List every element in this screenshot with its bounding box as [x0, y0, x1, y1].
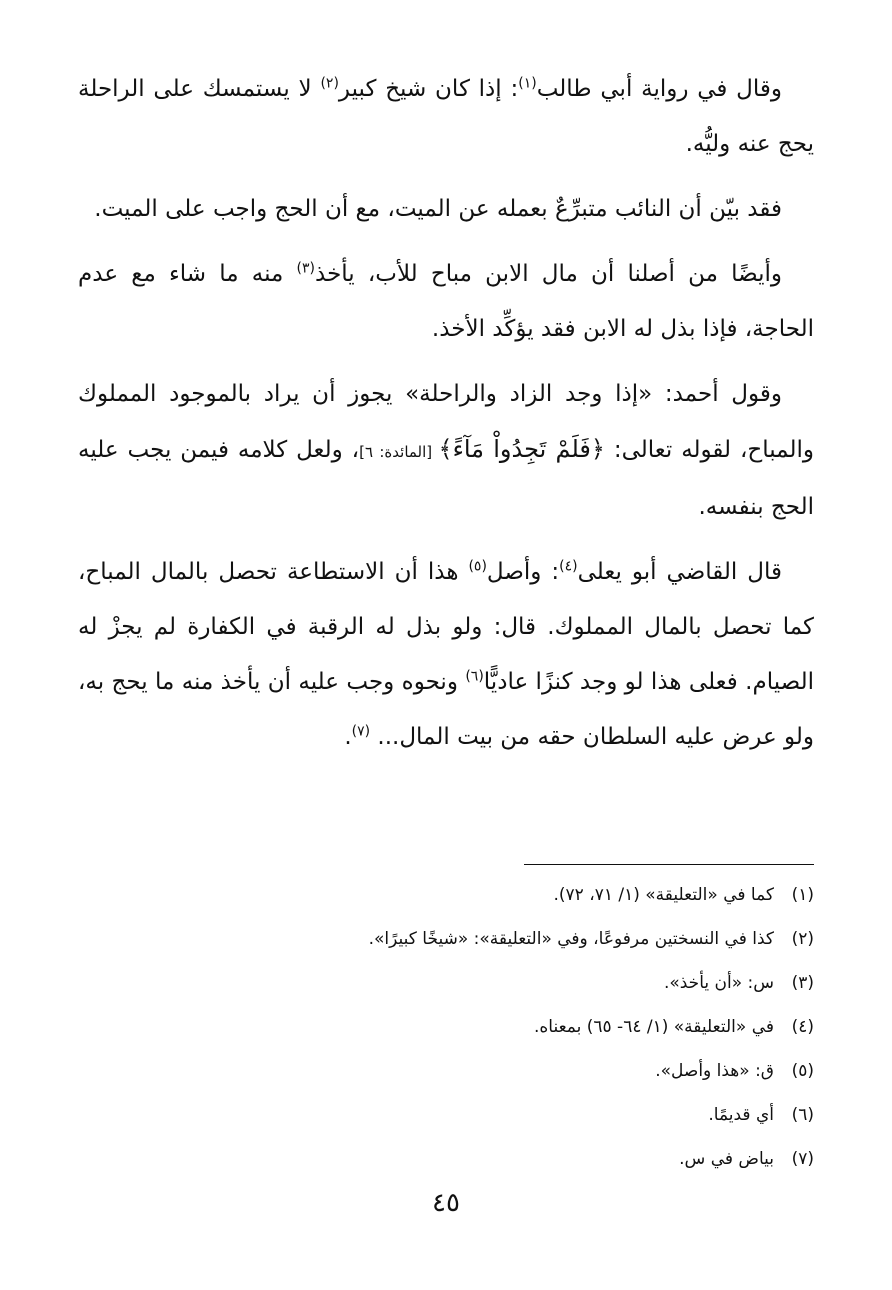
- footnotes: [78, 873, 814, 1181]
- footnote-text: كذا في النسختين مرفوعًا، وفي «التعليقة»: «شيخًا كبيرًا».: [368, 929, 774, 949]
- text-segment: وقال في رواية أبي طالب: [536, 76, 782, 102]
- footnote-ref-5[interactable]: (٥): [468, 558, 487, 575]
- footnote-ref-2[interactable]: (٢): [320, 75, 339, 92]
- paragraph-1: [78, 62, 814, 172]
- footnote-number: (٥): [791, 1061, 814, 1081]
- paragraph-2: [78, 182, 814, 237]
- text-segment: ونحوه وجب عليه أن يأخذ منه ما يحج به، ولو عرض عليه السلطان حقه من بيت المال...: [78, 669, 814, 750]
- text-segment: لا يستمسك على الراحلة يحج عنه وليُّه.: [78, 76, 814, 157]
- footnote-ref-4[interactable]: (٤): [559, 558, 578, 575]
- text-segment: منه ما شاء مع عدم الحاجة، فإذا بذل له الابن فقد يؤكِّد الأخذ.: [78, 261, 814, 342]
- text-segment: ، ولعل كلامه فيمن يجب عليه الحج بنفسه.: [78, 437, 814, 520]
- footnote-7: [78, 1137, 814, 1181]
- paragraph-5: [78, 545, 814, 765]
- footnote-ref-7[interactable]: (٧): [351, 723, 371, 740]
- verse-reference: [المائدة: ٦]: [359, 443, 439, 461]
- text-segment: هذا أن الاستطاعة تحصل بالمال المباح، كما تحصل بالمال المملوك. قال: ولو بذل له الرقبة في الكفارة لم يجزْ له الصيام. فعلى هذا لو وجد كنزًا عاديًّا: [78, 559, 814, 695]
- footnote-text: كما في «التعليقة» (١/ ٧١، ٧٢).: [553, 885, 774, 905]
- footnote-divider: [524, 864, 814, 865]
- footnote-text: في «التعليقة» (١/ ٦٤- ٦٥) بمعناه.: [533, 1017, 774, 1037]
- footnote-number: (٣): [791, 973, 814, 993]
- text-segment: : وأصل: [486, 559, 560, 585]
- footnote-text: ق: «هذا وأصل».: [655, 1061, 774, 1081]
- footnote-text: أي قديمًا.: [708, 1105, 774, 1125]
- footnote-3: [78, 961, 814, 1005]
- footnote-4: [78, 1005, 814, 1049]
- footnote-number: (١): [791, 885, 814, 905]
- footnote-text: س: «أن يأخذ».: [663, 973, 774, 993]
- paragraph-3: [78, 247, 814, 357]
- footnote-ref-6[interactable]: (٦): [465, 668, 484, 685]
- text-segment: قال القاضي أبو يعلى: [577, 559, 782, 585]
- footnote-ref-3[interactable]: (٣): [296, 260, 315, 277]
- main-text: [78, 62, 814, 765]
- paragraph-4: [78, 367, 814, 535]
- text-segment: : إذا كان شيخ كبير: [338, 76, 519, 102]
- footnote-number: (٤): [791, 1017, 814, 1037]
- footnote-1: [78, 873, 814, 917]
- footnote-number: (٦): [791, 1105, 814, 1125]
- text-segment: وقول أحمد: «إذا وجد الزاد والراحلة» يجوز أن يراد بالموجود المملوك والمباح، لقوله تعالى:: [78, 381, 814, 463]
- footnote-number: (٧): [791, 1149, 814, 1169]
- text-segment: .: [344, 724, 352, 750]
- page-number: ٤٥: [432, 1188, 460, 1218]
- quran-verse: ﴿فَلَمْ تَجِدُواْ مَآءً﴾: [438, 435, 605, 463]
- footnote-ref-1[interactable]: (١): [518, 75, 537, 92]
- footnote-6: [78, 1093, 814, 1137]
- footnote-text: بياض في س.: [679, 1149, 774, 1169]
- footnote-2: [78, 917, 814, 961]
- footnote-5: [78, 1049, 814, 1093]
- text-segment: وأيضًا من أصلنا أن مال الابن مباح للأب، يأخذ: [315, 261, 782, 287]
- text-segment: فقد بيّن أن النائب متبرِّعٌ بعمله عن الميت، مع أن الحج واجب على الميت.: [94, 196, 782, 222]
- footnote-number: (٢): [791, 929, 814, 949]
